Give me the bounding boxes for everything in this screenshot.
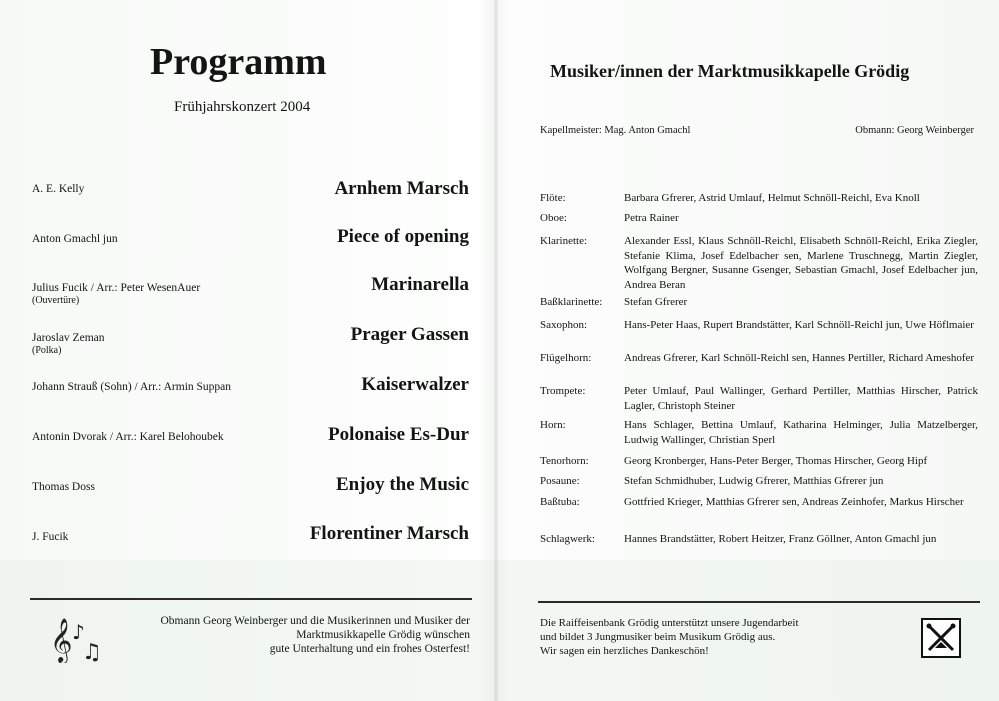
- composer-note: (Ouvertüre): [32, 295, 80, 306]
- music-notes-icon: [50, 613, 108, 668]
- composer: [32, 480, 95, 494]
- instrument-label: Saxophon:: [540, 319, 588, 331]
- program-subtitle: Frühjahrskonzert 2004: [174, 99, 311, 115]
- composer: [32, 331, 105, 357]
- footer-divider: [30, 598, 472, 600]
- footer-line: Wir sagen ein herzliches Dankeschön!: [540, 645, 709, 657]
- composer-name: J. Fucik: [32, 531, 69, 543]
- musician-names: Gottfried Krieger, Matthias Gfrerer sen, Andreas Zeinhofer, Markus Hirscher: [624, 496, 964, 508]
- obmann: Obmann: Georg Weinberger: [855, 125, 974, 136]
- instrument-label: Baßklarinette:: [540, 296, 603, 308]
- program-footer: [110, 614, 470, 656]
- musician-names: Hans-Peter Haas, Rupert Brandstätter, Karl Schnöll-Reichl jun, Uwe Höflmaier: [624, 319, 974, 331]
- composer: [32, 430, 224, 444]
- composer: [32, 380, 231, 394]
- musician-names: Petra Rainer: [624, 212, 679, 224]
- piece-title: Enjoy the Music: [336, 474, 469, 495]
- footer-divider: [538, 601, 980, 603]
- composer-name: Thomas Doss: [32, 481, 95, 493]
- composer: [32, 281, 200, 307]
- musician-names: Barbara Gfrerer, Astrid Umlauf, Helmut Schnöll-Reichl, Eva Knoll: [624, 192, 920, 204]
- svg-text:♪: ♪: [72, 620, 85, 644]
- musician-names: Alexander Essl, Klaus Schnöll-Reichl, Elisabeth Schnöll-Reichl, Erika Ziegler, Stefanie Klima, Josef Edelbacher sen, Marlene Truschnegg, Martin Ziegler, Wolfgang Bergner, Susanne Gsenger, Sebastian Gmachl, Josef Edelbacher jun, Andrea Beran: [624, 235, 978, 291]
- footer-line: Obmann Georg Weinberger und die Musikerinnen und Musiker der: [160, 615, 470, 627]
- instrument-label: Flügelhorn:: [540, 352, 592, 364]
- piece-title: Arnhem Marsch: [334, 178, 469, 199]
- composer-name: Antonin Dvorak / Arr.: Karel Belohoubek: [32, 431, 224, 443]
- instrument-label: Schlagwerk:: [540, 533, 595, 545]
- composer-name: Jaroslav Zeman: [32, 332, 105, 344]
- composer-name: Anton Gmachl jun: [32, 233, 118, 245]
- instrument-label: Flöte:: [540, 192, 566, 204]
- footer-line: gute Unterhaltung und ein frohes Osterfest!: [269, 643, 470, 655]
- piece-title: Florentiner Marsch: [309, 523, 469, 544]
- footer-line: und bildet 3 Jungmusiker beim Musikum Grödig aus.: [540, 631, 776, 643]
- musicians-title: Musiker/innen der Marktmusikkapelle Grödig: [550, 61, 910, 81]
- composer: [32, 530, 68, 544]
- composer-name: A. E. Kelly: [32, 183, 85, 195]
- musician-names: Peter Umlauf, Paul Wallinger, Gerhard Pertiller, Matthias Hirscher, Patrick Lagler, Christoph Steiner: [624, 385, 978, 412]
- musician-names: Andreas Gfrerer, Karl Schnöll-Reichl sen, Hannes Pertiller, Richard Ameshofer: [624, 352, 975, 364]
- musician-names: Stefan Schmidhuber, Ludwig Gfrerer, Matthias Gfrerer jun: [624, 475, 884, 487]
- program-title: Programm: [150, 41, 327, 83]
- piece-title: Polonaise Es-Dur: [328, 424, 469, 445]
- piece-title: Piece of opening: [337, 226, 469, 247]
- musician-names: Stefan Gfrerer: [624, 296, 688, 308]
- composer: [32, 182, 84, 196]
- instrument-label: Horn:: [540, 419, 566, 431]
- kapellmeister: Kapellmeister: Mag. Anton Gmachl: [540, 125, 691, 136]
- instrument-label: Oboe:: [540, 212, 567, 224]
- sponsor-footer: [540, 616, 799, 658]
- composer-name: Johann Strauß (Sohn) / Arr.: Armin Suppan: [32, 381, 232, 393]
- raiffeisen-logo-icon: [921, 618, 961, 663]
- instrument-label: Trompete:: [540, 385, 586, 397]
- piece-title: Prager Gassen: [350, 324, 469, 345]
- instrument-label: Posaune:: [540, 475, 580, 487]
- footer-line: Die Raiffeisenbank Grödig unterstützt unsere Jugendarbeit: [540, 617, 799, 629]
- instrument-label: Tenorhorn:: [540, 455, 589, 467]
- instrument-label: Baßtuba:: [540, 496, 580, 508]
- composer-name: Julius Fucik / Arr.: Peter WesenAuer: [32, 282, 201, 294]
- piece-title: Kaiserwalzer: [361, 374, 469, 395]
- musician-names: Hannes Brandstätter, Robert Heitzer, Franz Göllner, Anton Gmachl jun: [624, 533, 937, 545]
- piece-title: Marinarella: [371, 274, 469, 295]
- page-fold: [494, 0, 498, 701]
- composer-note: (Polka): [32, 345, 62, 356]
- instrument-label: Klarinette:: [540, 235, 588, 247]
- composer: [32, 232, 118, 246]
- bleed-through-text: [560, 15, 571, 53]
- musician-names: Georg Kronberger, Hans-Peter Berger, Thomas Hirscher, Georg Hipf: [624, 455, 928, 467]
- musician-names: Hans Schlager, Bettina Umlauf, Katharina Helminger, Julia Matzelberger, Ludwig Wallinger, Christian Sperl: [624, 419, 978, 446]
- svg-text:𝄞: 𝄞: [50, 618, 73, 662]
- footer-line: Marktmusikkapelle Grödig wünschen: [296, 629, 470, 641]
- svg-text:♫: ♫: [82, 640, 102, 663]
